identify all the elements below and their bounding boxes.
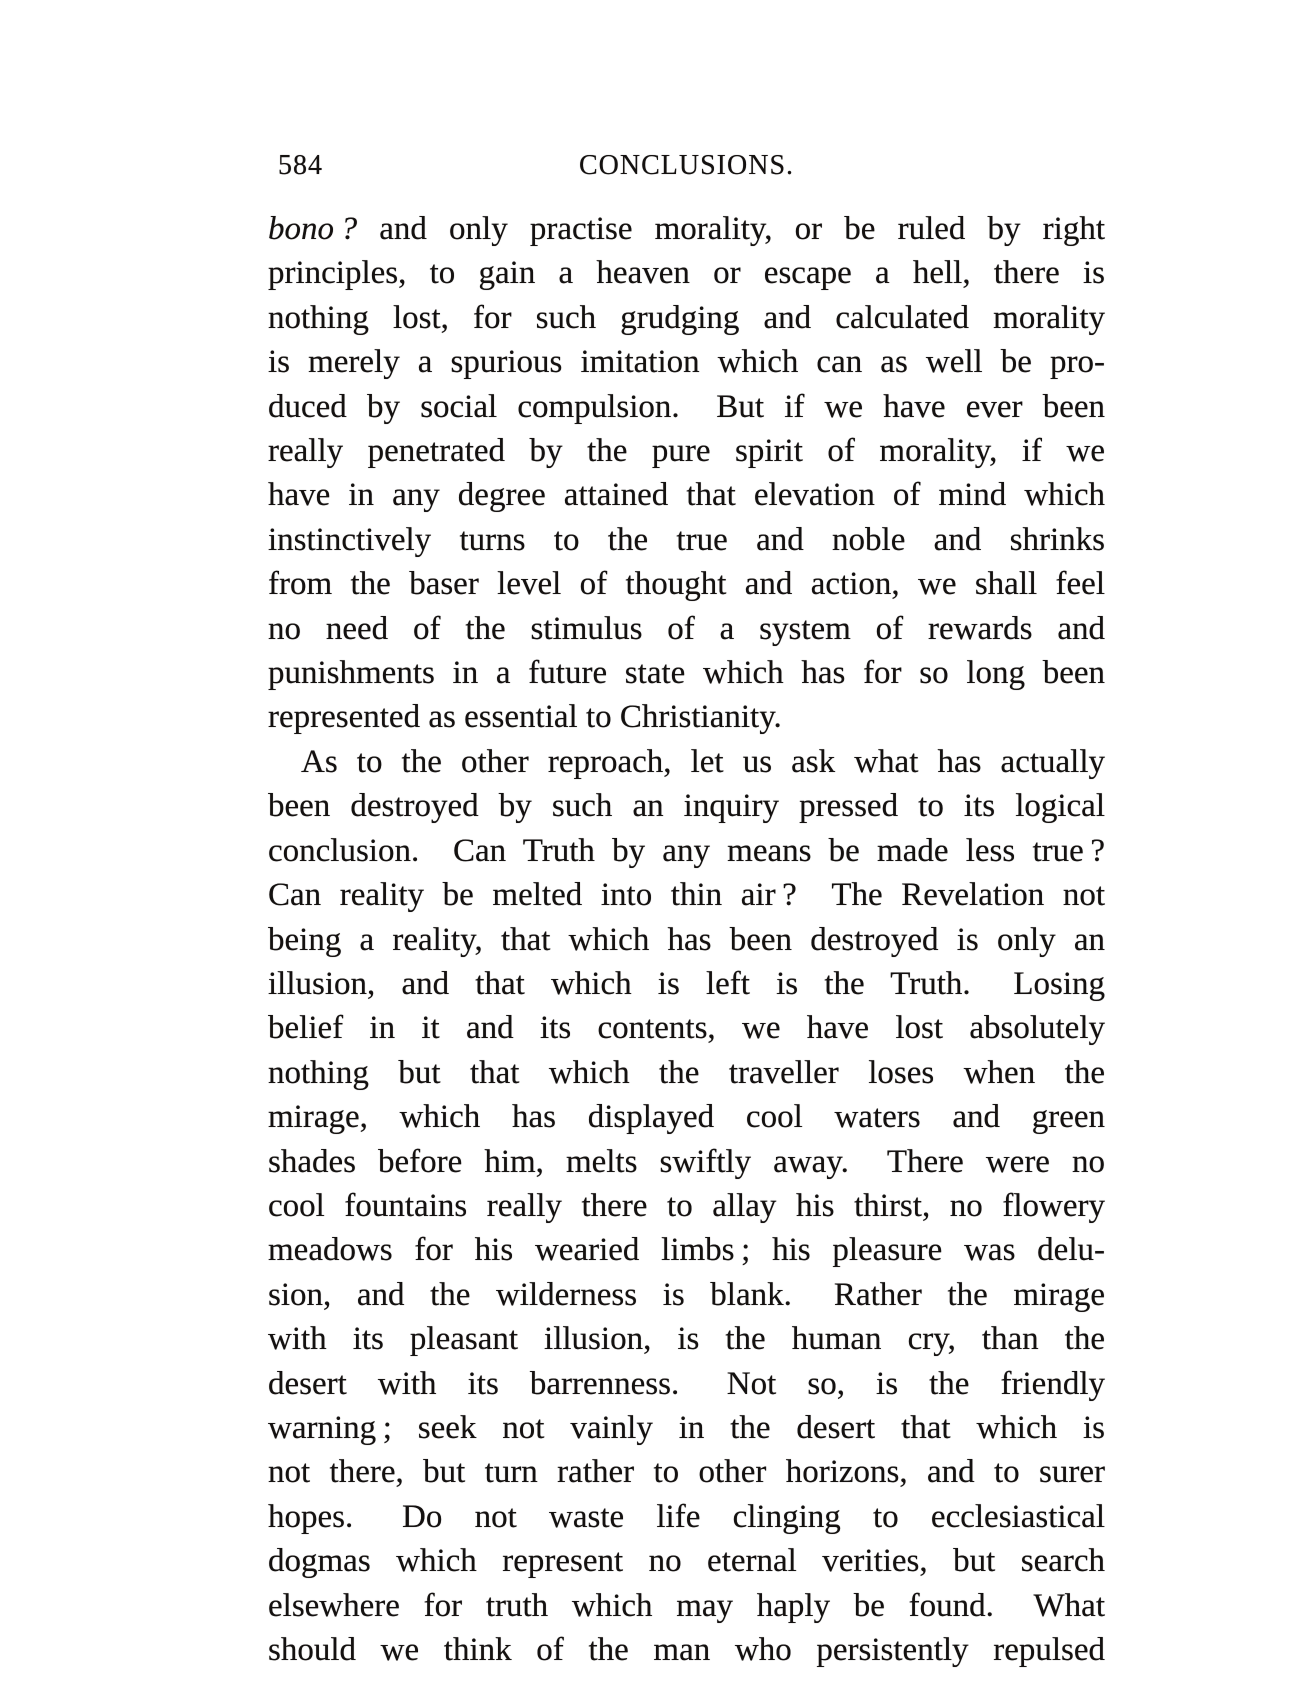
text-line: represented as essential to Christianity.: [268, 699, 782, 736]
text-line: not there, but turn rather to other horizons, and to surer: [268, 1454, 1105, 1491]
text-line: dogmas which represent no eternal verities, but search: [268, 1543, 1105, 1580]
text-line: should we think of the man who persistently repulsed: [268, 1632, 1105, 1668]
text-line: with its pleasant illusion, is the human cry, than the: [268, 1321, 1105, 1358]
text-line: instinctively turns to the true and noble and shrinks: [268, 521, 1105, 558]
text-line: have in any degree attained that elevation of mind which: [268, 477, 1105, 514]
text-line: belief in it and its contents, we have lost absolutely: [268, 1010, 1105, 1047]
text-line: conclusion. Can Truth by any means be made less true ?: [268, 832, 1105, 869]
text-line: desert with its barrenness. Not so, is the friendly: [268, 1365, 1105, 1402]
text-line: principles, to gain a heaven or escape a hell, there is: [268, 255, 1105, 292]
body-text: [268, 207, 1105, 1672]
text-line: warning ; seek not vainly in the desert that which is: [268, 1409, 1105, 1446]
text-line: punishments in a future state which has for so long been: [268, 655, 1105, 692]
text-line: cool fountains really there to allay his thirst, no flowery: [268, 1187, 1105, 1224]
text-line: is merely a spurious imitation which can as well be pro-: [268, 344, 1105, 381]
text-line: As to the other reproach, let us ask what has actually: [301, 743, 1105, 780]
page-header-row: [268, 149, 1105, 183]
text-line: sion, and the wilderness is blank. Rather the mirage: [268, 1276, 1105, 1313]
running-header: CONCLUSIONS.: [578, 150, 795, 181]
text-line: meadows for his wearied limbs ; his pleasure was delu-: [268, 1232, 1105, 1269]
latin-phrase-italic: bono ?: [268, 211, 358, 247]
text-line: no need of the stimulus of a system of rewards and: [268, 610, 1105, 647]
text-line: bono ? and only practise morality, or be ruled by right: [268, 211, 1105, 247]
text-line: mirage, which has displayed cool waters and green: [268, 1099, 1105, 1136]
text-line: shades before him, melts swiftly away. There were no: [268, 1143, 1105, 1180]
text-line: really penetrated by the pure spirit of morality, if we: [268, 433, 1105, 470]
text-line: been destroyed by such an inquiry pressed to its logical: [268, 788, 1105, 825]
text-line: nothing lost, for such grudging and calculated morality: [268, 299, 1105, 336]
text-line: illusion, and that which is left is the Truth. Losing: [268, 965, 1105, 1002]
text-line: Can reality be melted into thin air ? The Revelation not: [268, 877, 1105, 914]
text-line: nothing but that which the traveller loses when the: [268, 1054, 1105, 1091]
text-line: hopes. Do not waste life clinging to ecclesiastical: [268, 1498, 1105, 1535]
text-line: duced by social compulsion. But if we have ever been: [268, 388, 1105, 425]
text-line: from the baser level of thought and action, we shall feel: [268, 566, 1105, 603]
text-line: being a reality, that which has been destroyed is only an: [268, 921, 1105, 958]
page-number: 584: [278, 150, 323, 181]
text-line: elsewhere for truth which may haply be found. What: [268, 1587, 1105, 1624]
